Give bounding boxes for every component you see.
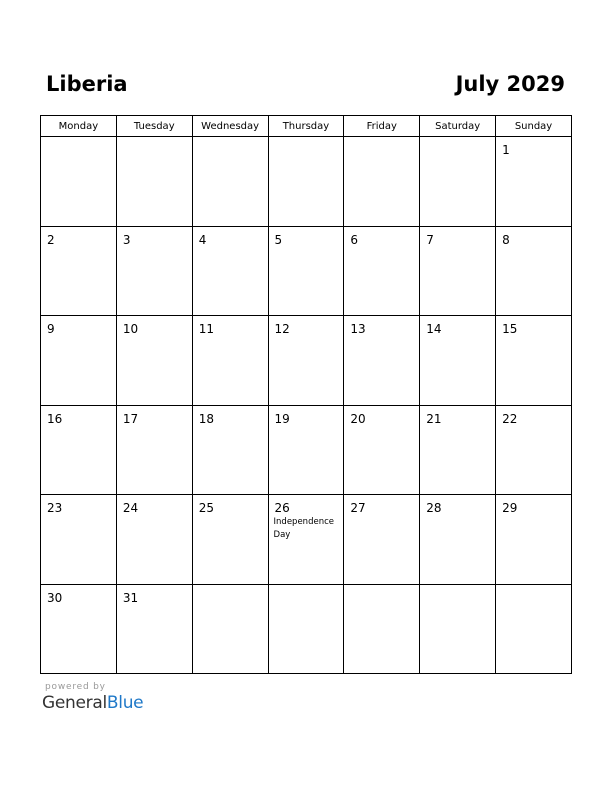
day-cell xyxy=(496,226,572,316)
day-number xyxy=(420,585,495,591)
day-cell xyxy=(41,316,117,406)
day-cell xyxy=(344,226,420,316)
day-cell xyxy=(116,405,192,495)
day-cell xyxy=(192,316,268,406)
day-number xyxy=(420,137,495,143)
day-number: 21 xyxy=(426,411,442,426)
weekday-tuesday: Tuesday xyxy=(116,116,192,137)
day-number: 15 xyxy=(502,322,518,336)
day-cell xyxy=(420,584,496,674)
day-number: 4 xyxy=(198,232,207,247)
generalblue-logo[interactable] xyxy=(42,693,143,713)
day-number: 31 xyxy=(122,590,139,605)
day-cell xyxy=(192,137,268,227)
day-cell xyxy=(268,226,344,316)
month-year-title: July 2029 xyxy=(455,72,565,96)
day-number: 28 xyxy=(426,501,442,515)
week-row xyxy=(41,137,572,227)
day-number xyxy=(193,585,268,591)
day-number: 11 xyxy=(198,322,214,336)
day-cell xyxy=(268,405,344,495)
day-cell xyxy=(268,584,344,674)
day-cell xyxy=(420,495,496,585)
day-number: 3 xyxy=(122,232,131,247)
day-cell xyxy=(344,137,420,227)
day-cell xyxy=(496,495,572,585)
day-cell xyxy=(41,405,117,495)
day-number: 1 xyxy=(502,143,510,157)
day-cell xyxy=(420,226,496,316)
day-number: 24 xyxy=(122,501,139,515)
week-row xyxy=(41,405,572,495)
weekday-saturday: Saturday xyxy=(420,116,496,137)
weekday-thursday: Thursday xyxy=(268,116,344,137)
day-number: 26 xyxy=(274,501,290,515)
day-number xyxy=(41,137,116,143)
day-cell xyxy=(420,316,496,406)
day-cell xyxy=(344,584,420,674)
day-cell xyxy=(496,316,572,406)
day-number: 12 xyxy=(274,322,290,336)
day-cell xyxy=(420,405,496,495)
day-cell xyxy=(116,226,192,316)
day-number xyxy=(344,585,419,591)
day-cell xyxy=(116,316,192,406)
day-number xyxy=(269,585,344,591)
week-row xyxy=(41,316,572,406)
week-row xyxy=(41,495,572,585)
day-cell xyxy=(41,495,117,585)
day-number xyxy=(344,137,419,143)
week-row xyxy=(41,226,572,316)
weekday-friday: Friday xyxy=(344,116,420,137)
day-number: 13 xyxy=(350,322,366,336)
day-number: 27 xyxy=(350,501,366,515)
holiday-label: Independence Day xyxy=(273,517,334,540)
day-number: 9 xyxy=(47,322,55,336)
day-cell xyxy=(192,584,268,674)
weekday-header-row xyxy=(41,116,572,137)
day-number: 7 xyxy=(426,232,434,247)
day-number: 16 xyxy=(47,411,63,426)
country-title: Liberia xyxy=(46,72,128,96)
day-number: 10 xyxy=(122,322,139,336)
day-cell xyxy=(496,405,572,495)
day-cell xyxy=(192,405,268,495)
day-number: 2 xyxy=(47,232,55,247)
day-cell xyxy=(496,584,572,674)
day-cell xyxy=(41,584,117,674)
day-cell xyxy=(344,316,420,406)
day-cell xyxy=(116,584,192,674)
weekday-monday: Monday xyxy=(41,116,117,137)
calendar-body xyxy=(41,137,572,674)
day-number: 6 xyxy=(350,232,359,247)
day-number xyxy=(269,137,344,143)
day-cell xyxy=(116,495,192,585)
day-number: 29 xyxy=(502,501,518,515)
day-number: 20 xyxy=(350,411,366,426)
day-cell xyxy=(116,137,192,227)
day-cell xyxy=(268,316,344,406)
day-cell xyxy=(192,495,268,585)
day-number xyxy=(193,137,268,143)
day-number: 8 xyxy=(502,232,510,247)
day-cell xyxy=(41,226,117,316)
day-cell xyxy=(344,405,420,495)
day-number xyxy=(496,585,571,591)
day-number: 17 xyxy=(122,411,139,426)
calendar-grid xyxy=(40,115,572,674)
day-number: 19 xyxy=(274,411,290,426)
day-cell xyxy=(496,137,572,227)
day-cell xyxy=(344,495,420,585)
day-number: 30 xyxy=(47,590,63,605)
brand-general-text: General xyxy=(42,693,107,713)
day-cell xyxy=(192,226,268,316)
day-number: 5 xyxy=(274,232,283,247)
day-number: 18 xyxy=(198,411,214,426)
day-number xyxy=(117,137,192,143)
day-cell xyxy=(41,137,117,227)
week-row xyxy=(41,584,572,674)
day-number: 25 xyxy=(198,501,214,515)
powered-by-label: powered by xyxy=(45,682,106,692)
weekday-wednesday: Wednesday xyxy=(192,116,268,137)
weekday-sunday: Sunday xyxy=(496,116,572,137)
day-cell xyxy=(268,137,344,227)
day-cell xyxy=(420,137,496,227)
day-cell xyxy=(268,495,344,585)
day-number: 14 xyxy=(426,322,442,336)
brand-blue-text: Blue xyxy=(106,693,144,713)
day-number: 22 xyxy=(502,411,518,426)
day-number: 23 xyxy=(47,501,63,515)
